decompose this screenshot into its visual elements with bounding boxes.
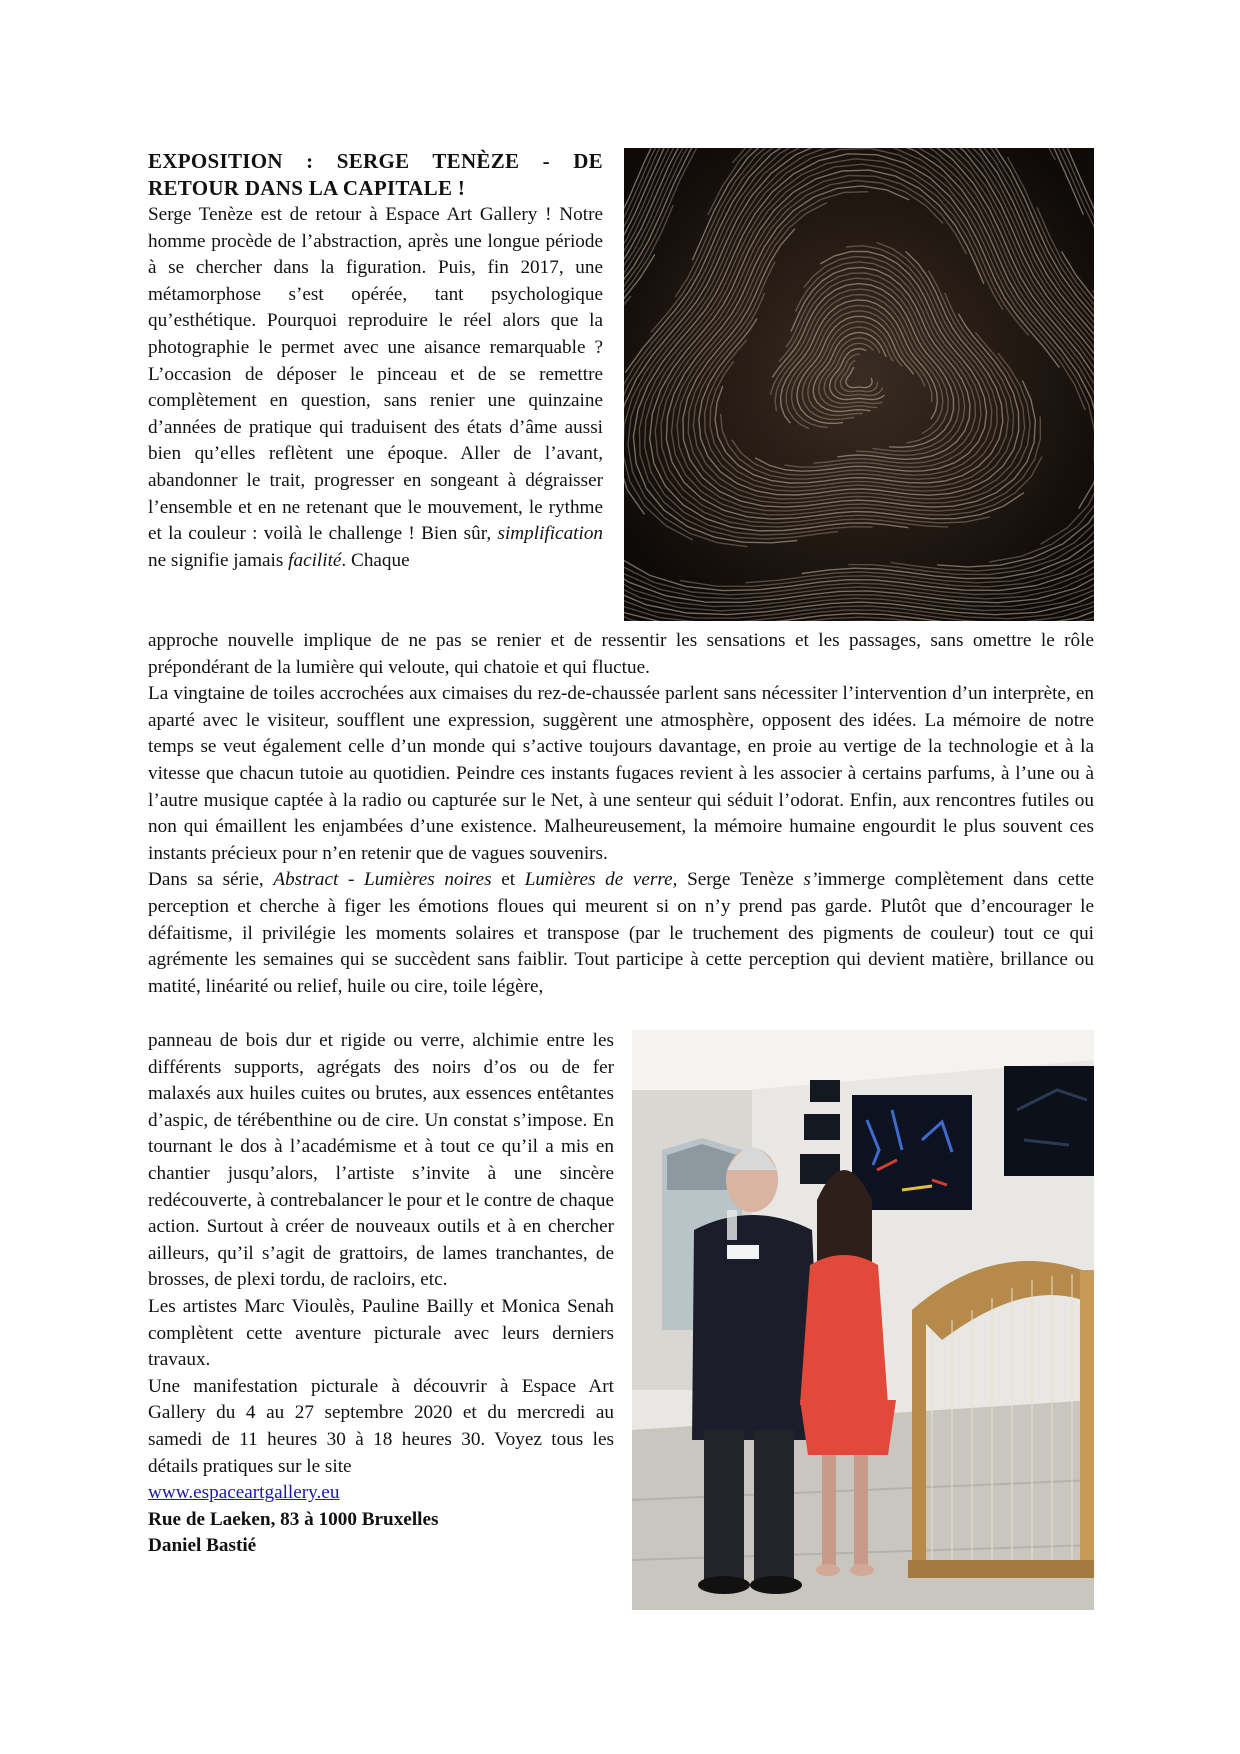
- paragraph-intro: Serge Tenèze est de retour à Espace Art Gallery ! Notre homme procède de l’abstraction, après une longue période à se chercher dans la figuration. Puis, fin 2017, une métamorphose s’est opérée, tant psychologique qu’esthétique. Pourquoi reproduire le réel alors que la photographie le permet avec une aisance remarquable ? L’occasion de déposer le pinceau et de se remettre complètement en question, sans renier une quinzaine d’années de pratique qui traduisent des états d’âme aussi bien qu’elles reflètent une époque. Aller de l’avant, abandonner le trait, progresser en songeant à dégraisser l’ensemble et en ne retenant que le mouvement, le rythme et la couleur : voilà le challenge ! Bien sûr, simplification ne signifie jamais facilité. Chaque: [148, 204, 604, 571]
- paragraph-canvases: La vingtaine de toiles accrochées aux cimaises du rez-de-chaussée parlent sans nécessiter l’intervention d’un interprète, en aparté avec le visiteur, soufflent une expression, suggèrent une atmosphère, opposent des idées. La mémoire de notre temps se veut également celle d’un monde qui s’active toujours davantage, en proie au vertige de la technologie et à la vitesse que chacun tutoie au quotidien. Peindre ces instants fugaces revient à les associer à certains parfums, à l’une ou à l’autre musique captée à la radio ou capturée sur le Net, à une senteur qui séduit l’odorat. Enfin, aux rencontres futiles ou non qui émaillent les enjambées d’une existence. Malheureusement, la mémoire humaine engourdit le plus souvent ces instants précieux pour n’en retenir que de vagues souvenirs.: [148, 683, 1094, 864]
- bottom-column: [148, 1028, 614, 1560]
- article-title: EXPOSITION : SERGE TENÈZE - DE RETOUR DANS LA CAPITALE !: [148, 149, 603, 200]
- full-width-column: [148, 628, 1094, 1000]
- gallery-scene: [632, 1030, 1094, 1610]
- paragraph-event-info: Une manifestation picturale à découvrir à Espace Art Gallery du 4 au 27 septembre 2020 et du mercredi au samedi de 11 heures 30 à 18 heures 30. Voyez tous les détails pratiques sur le site: [148, 1375, 614, 1477]
- top-column: [148, 148, 603, 574]
- paragraph-other-artists: Les artistes Marc Vioulès, Pauline Bailly et Monica Senah complètent cette aventure picturale avec leurs derniers travaux.: [148, 1295, 614, 1371]
- gallery-address: Rue de Laeken, 83 à 1000 Bruxelles: [148, 1508, 439, 1530]
- paragraph-series-continued: panneau de bois dur et rigide ou verre, alchimie entre les différents supports, agrégats des noirs d’os ou de fer malaxés aux huiles cuites ou brutes, aux essences entêtantes d’aspic, de térébenthine ou de cire. Un constat s’impose. En tournant le dos à l’académisme et à tout ce qu’il a mis en chantier jusqu’alors, l’artiste s’invite à une sincère redécouverte, à contrebalancer le pour et le contre de chaque action. Surtout à créer de nouveaux outils et à en chercher ailleurs, qu’il s’agit de grattoirs, de lames tranchantes, de brosses, de plexi tordu, de racloirs, etc.: [148, 1030, 614, 1291]
- gallery-photo: [632, 1030, 1094, 1610]
- gallery-website-link[interactable]: www.espaceartgallery.eu: [148, 1482, 340, 1504]
- paragraph-intro-continued: approche nouvelle implique de ne pas se renier et de ressentir les sensations et les passages, sans omettre le rôle prépondérant de la lumière qui veloute, qui chatoie et qui fluctue.: [148, 630, 1094, 678]
- paragraph-series: Dans sa série, Abstract - Lumières noires et Lumières de verre, Serge Tenèze s’immerge complètement dans cette perception et cherche à figer les émotions floues qui meurent si on n’y prend pas garde. Plutôt que d’encourager le défaitisme, il privilégie les moments solaires et transpose (par le truchement des pigments de couleur) tout ce qui agrémente les semaines qui se succèdent sans faiblir. Tout participe à cette perception qui devient matière, brillance ou matité, linéarité ou relief, huile ou cire, toile légère,: [148, 869, 1095, 997]
- artwork-image: [624, 148, 1094, 621]
- artwork-drawing: [624, 148, 1094, 621]
- article-author: Daniel Bastié: [148, 1535, 257, 1557]
